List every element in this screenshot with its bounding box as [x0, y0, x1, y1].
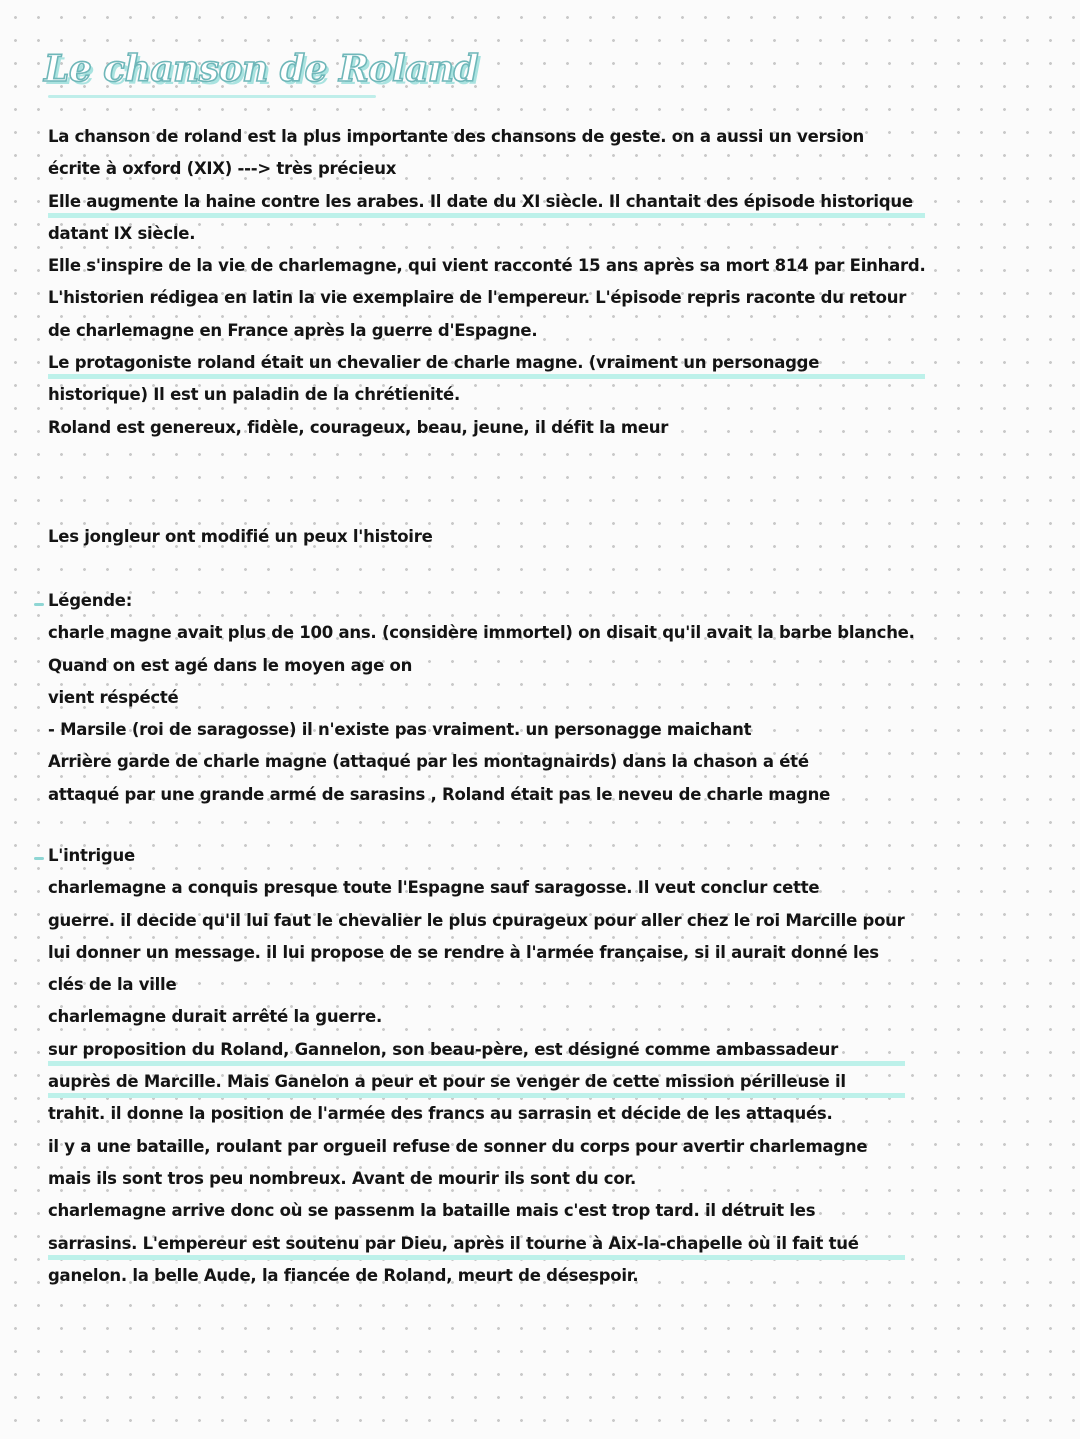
bullet-dash	[34, 603, 44, 606]
intro-line: Elle augmente la haine contre les arabes. Il date du XI siècle. Il chantait des épisode historique	[48, 186, 925, 218]
legende-line: vient réspécté	[48, 687, 179, 707]
legende-line: Quand on est agé dans le moyen age on	[48, 655, 413, 675]
intrigue-heading: L'intrigue	[48, 846, 135, 865]
intrigue-line: charlemagne durait arrêté la guerre.	[48, 1007, 383, 1027]
intro-line: L'historien rédigea en latin la vie exemplaire de l'empereur. L'épisode repris raconte du retour	[48, 288, 907, 308]
jongleur-note	[48, 521, 433, 553]
legende-line: Arrière garde de charle magne (attaqué par les montagnairds) dans la chason a été	[48, 752, 809, 772]
intro-line: de charlemagne en France après la guerre d'Espagne.	[48, 320, 538, 340]
intrigue-line: sarrasins. L'empereur est soutenu par Dieu, après il tourne à Aix-la-chapelle où il fait tué	[48, 1228, 905, 1260]
intro-line: Elle s'inspire de la vie de charlemagne, qui vient racconté 15 ans après sa mort 814 par Einhard.	[48, 256, 926, 276]
jongleur-line: Les jongleur ont modifié un peux l'histoire	[48, 527, 433, 546]
intrigue-line: lui donner un message. il lui propose de se rendre à l'armée française, si il aurait donné les	[48, 942, 879, 962]
legende-line: charle magne avait plus de 100 ans. (considère immortel) on disait qu'il avait la barbe blanche.	[48, 623, 915, 643]
legende-line: attaqué par une grande armé de sarasins , Roland était pas le neveu de charle magne	[48, 784, 831, 804]
intrigue-line: charlemagne a conquis presque toute l'Espagne sauf saragosse. Il veut conclur cette	[48, 878, 820, 898]
intrigue-line: auprès de Marcille. Mais Ganelon a peur et pour se venger de cette mission périlleuse il	[48, 1066, 905, 1098]
intrigue-line: charlemagne arrive donc où se passenm la bataille mais c'est trop tard. il détruit les	[48, 1201, 816, 1221]
bullet-dash	[34, 857, 44, 860]
intro-line: La chanson de roland est la plus importante des chansons de geste. on a aussi un version	[48, 127, 865, 146]
intro-line: datant IX siècle.	[48, 223, 196, 243]
legende-section	[48, 585, 915, 811]
intro-line: Roland est genereux, fidèle, courageux, beau, jeune, il défit la meur	[48, 417, 669, 437]
legende-heading: Légende:	[48, 591, 133, 610]
intrigue-line: guerre. il decide qu'il lui faut le chevalier le plus cpurageux pour aller chez le roi Marcille pour	[48, 910, 905, 930]
intrigue-line: trahit. il donne la position de l'armée des francs au sarrasin et décide de les attaqués.	[48, 1104, 833, 1124]
page-title: Le chanson de Roland	[44, 48, 479, 90]
title-underline	[48, 95, 376, 98]
intrigue-line: ganelon. la belle Aude, la fiancée de Roland, meurt de désespoir.	[48, 1265, 639, 1285]
intrigue-line: il y a une bataille, roulant par orgueil refuse de sonner du corps pour avertir charlemagne	[48, 1136, 868, 1156]
intrigue-line: clés de la ville	[48, 975, 177, 995]
intro-line: historique) Il est un paladin de la chrétienité.	[48, 385, 461, 405]
intrigue-line: mais ils sont tros peu nombreux. Avant de mourir ils sont du cor.	[48, 1168, 636, 1188]
intrigue-line: sur proposition du Roland, Gannelon, son beau-père, est désigné comme ambassadeur	[48, 1034, 905, 1066]
intro-line: écrite à oxford (XIX) ---> très précieux	[48, 159, 397, 179]
intro-line: Le protagoniste roland était un chevalier de charle magne. (vraiment un personagge	[48, 347, 925, 379]
legende-line: - Marsile (roi de saragosse) il n'existe pas vraiment. un personagge maichant	[48, 720, 752, 740]
intro-paragraph	[48, 121, 925, 444]
intrigue-section	[48, 840, 905, 1292]
